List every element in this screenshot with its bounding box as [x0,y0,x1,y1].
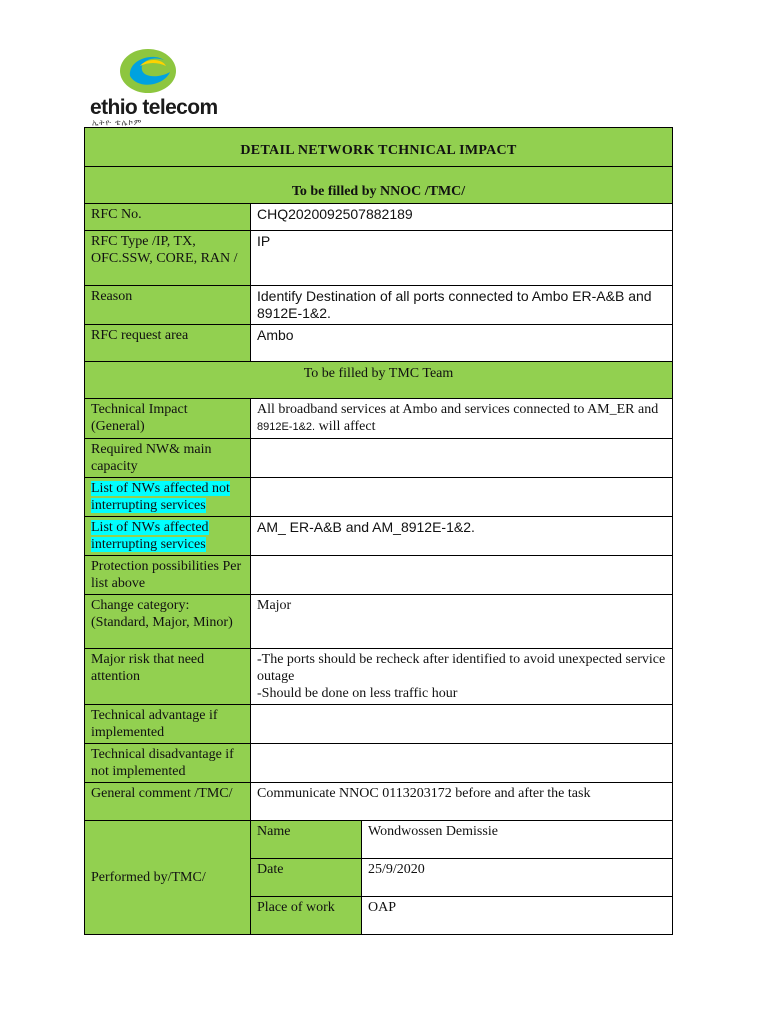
affected-not-cell [85,478,251,517]
table-row [85,204,673,231]
tech-advantage-value [251,705,673,744]
protection-label: Protection possibilities Per list above [85,556,251,595]
tech-disadvantage-label: Technical disadvantage if not implemented [85,744,251,783]
tech-impact-value [251,399,673,439]
place-label: Place of work [251,897,362,935]
affected-not-value [251,478,673,517]
table-row [85,439,673,478]
affected-int-cell [85,517,251,556]
table-row [85,821,673,859]
required-nw-label: Required NW& main capacity [85,439,251,478]
tech-impact-text-c: will affect [315,419,376,434]
reason-value: Identify Destination of all ports connected to Ambo ER-A&B and 8912E-1&2. [251,286,673,325]
major-risk-label: Major risk that need attention [85,649,251,705]
rfc-type-label: RFC Type /IP, TX, OFC.SSW, CORE, RAN / [85,231,251,286]
logo-subtext: ኢትዮ ቴሌኮም [92,118,143,127]
tech-advantage-label: Technical advantage if implemented [85,705,251,744]
tmc-section-row [85,362,673,399]
rfc-area-value: Ambo [251,325,673,362]
major-risk-line-1: -The ports should be recheck after identified to avoid unexpected service outage [257,652,666,684]
table-row [85,649,673,705]
reason-label: Reason [85,286,251,325]
table-row [85,556,673,595]
table-row [85,286,673,325]
form-title: DETAIL NETWORK TCHNICAL IMPACT [85,128,673,167]
tech-impact-label: Technical Impact (General) [85,399,251,439]
affected-int-value: AM_ ER-A&B and AM_8912E-1&2. [251,517,673,556]
performed-by-label: Performed by/TMC/ [85,821,251,935]
table-row [85,517,673,556]
date-label: Date [251,859,362,897]
rfc-no-label: RFC No. [85,204,251,231]
title-row [85,128,673,167]
affected-int-label: List of NWs affected interrupting services [91,520,209,552]
table-row [85,231,673,286]
table-row [85,399,673,439]
ethio-telecom-logo [88,44,218,134]
subtitle-row [85,167,673,204]
required-nw-value [251,439,673,478]
tech-impact-text-b: 8912E-1&2. [257,421,316,433]
table-row [85,744,673,783]
tmc-section-label: To be filled by TMC Team [85,362,673,399]
logo-text: ethio telecom [90,96,218,119]
general-comment-label: General comment /TMC/ [85,783,251,821]
rfc-area-label: RFC request area [85,325,251,362]
table-row [85,325,673,362]
general-comment-value: Communicate NNOC 0113203172 before and after the task [251,783,673,821]
rfc-type-value: IP [251,231,673,286]
impact-form-table [84,127,673,935]
logo-swirl-icon [118,46,178,96]
table-row [85,783,673,821]
table-row [85,478,673,517]
table-row [85,705,673,744]
protection-value [251,556,673,595]
rfc-no-value: CHQ2020092507882189 [251,204,673,231]
major-risk-line-2: -Should be done on less traffic hour [257,686,458,701]
table-row [85,595,673,649]
change-category-value: Major [251,595,673,649]
tech-disadvantage-value [251,744,673,783]
change-category-label: Change category: (Standard, Major, Minor) [85,595,251,649]
name-value: Wondwossen Demissie [362,821,673,859]
affected-not-label: List of NWs affected not interrupting services [91,481,230,513]
major-risk-value [251,649,673,705]
name-label: Name [251,821,362,859]
place-value: OAP [362,897,673,935]
date-value: 25/9/2020 [362,859,673,897]
tech-impact-text-a: All broadband services at Ambo and services connected to AM_ER and [257,402,659,417]
form-subtitle: To be filled by NNOC /TMC/ [85,167,673,204]
